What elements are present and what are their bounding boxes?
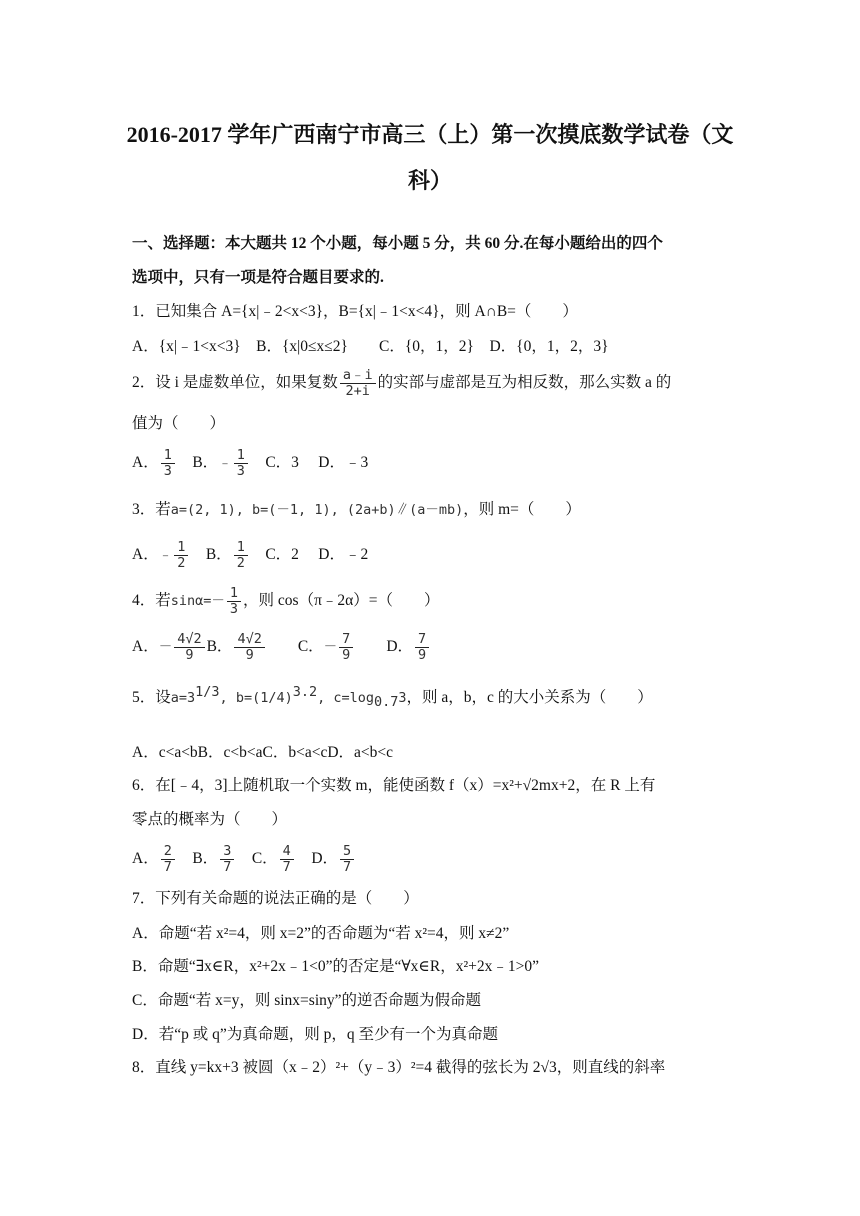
frac-num: 1 <box>234 448 248 464</box>
frac-den: 2 <box>177 554 186 571</box>
q5-c-arg: 3 <box>398 690 407 706</box>
frac-num: 1 <box>174 540 188 556</box>
q4-stem-pre: 4．若 <box>132 591 171 609</box>
q6-stem-line2: 零点的概率为（ ） <box>132 811 288 828</box>
q3-option-a-frac <box>174 540 188 571</box>
frac-num: 1 <box>227 586 241 602</box>
q3-stem-post: ，则 m=（ ） <box>463 501 581 518</box>
q5-b-exponent: 3.2 <box>292 684 318 700</box>
frac-den: 7 <box>163 858 172 875</box>
q5-stem: 5．设$a=3^{1/3}$, $b=(1/4)^{3.2}$, $c=\log_{0.7}3$，则 a，b，c 的大小关系为（ ） <box>132 684 653 710</box>
q4-option-a-label: A． <box>132 637 159 655</box>
q2-option-a-frac <box>161 448 175 479</box>
q2-stem <box>132 368 671 399</box>
q4-option-d-frac <box>415 632 429 663</box>
q3-vector-a: a=(2, 1), <box>170 502 253 518</box>
q1-options: A．{x|﹣1<x<3} B．{x|0≤x≤2} C．{0，1，2} D．{0，1，2，3} <box>132 338 609 355</box>
q8-stem: 8．直线 y=kx+3 被圆（x﹣2）²+（y﹣3）²=4 截得的弦长为 2√3，则直线的斜率 <box>132 1059 666 1076</box>
q6-stem-line1: 6．在[﹣4，3]上随机取一个实数 m，能使函数 f（x）=x²+√2mx+2，在 R 上有 <box>132 777 656 794</box>
frac-den: 9 <box>418 646 427 663</box>
q4-expression: sinα=－ <box>170 592 225 609</box>
section-heading-line2: 选项中，只有一项是符合题目要求的. <box>132 269 384 286</box>
q1-stem: 1．已知集合 A={x|﹣2<x<3}，B={x|﹣1<x<4}，则 A∩B=（ ） <box>132 303 578 320</box>
frac-den: 9 <box>185 646 194 663</box>
q6-options <box>132 844 356 875</box>
frac-num: 2 <box>161 844 175 860</box>
q5-b-expr: b=(1/4) <box>235 690 293 706</box>
q7-option-d: D．若“p 或 q”为真命题，则 p，q 至少有一个为真命题 <box>132 1026 498 1043</box>
q2-frac-den: 2+i <box>345 382 370 399</box>
q2-options <box>132 448 368 479</box>
minus-sign: ﹣ <box>158 546 173 563</box>
exam-title-line2: 科） <box>407 168 452 193</box>
frac-den: 9 <box>245 646 254 663</box>
section-heading-line1: 一、选择题：本大题共 12 个小题，每小题 5 分，共 60 分.在每小题给出的四个 <box>132 235 663 252</box>
frac-num: 4 <box>280 844 294 860</box>
frac-num: 1 <box>161 448 175 464</box>
q7-option-c: C．命题“若 x=y，则 sinx=siny”的逆否命题为假命题 <box>132 992 482 1009</box>
q4-option-d-label: D． <box>355 637 414 655</box>
q7-stem: 7．下列有关命题的说法正确的是（ ） <box>132 890 419 907</box>
q5-options: A．c<a<bB．c<b<aC．b<a<cD．a<b<c <box>132 744 394 761</box>
q2-stem-pre: 2．设 i 是虚数单位，如果复数 <box>132 373 338 391</box>
q4-option-b-label: B． <box>206 637 233 655</box>
q4-stem-post: ，则 cos（π﹣2α）=（ ） <box>243 591 440 609</box>
exam-title-line1: 2016-2017 学年广西南宁市高三（上）第一次摸底数学试卷（文 <box>126 122 734 147</box>
q4-option-c-label: C． <box>266 637 324 655</box>
q3-option-b-frac <box>234 540 248 571</box>
q2-frac-num: a﹣i <box>340 368 376 384</box>
q3-stem <box>132 502 581 518</box>
frac-num: 5 <box>340 844 354 860</box>
q4-option-b-frac <box>234 632 264 663</box>
minus-sign: － <box>323 638 338 655</box>
q3-option-b-label: B． <box>190 545 232 563</box>
q4-option-a-frac <box>174 632 204 663</box>
q2-stem-post: 的实部与虚部是互为相反数，那么实数 a 的 <box>377 373 672 391</box>
q5-c-expr: c=log <box>333 690 375 706</box>
frac-num: 4√2 <box>234 632 264 648</box>
q2-fraction <box>340 368 376 399</box>
frac-den: 2 <box>236 554 245 571</box>
q4-stem <box>132 586 440 617</box>
frac-num: 7 <box>339 632 353 648</box>
q5-stem-pre: 5．设 <box>132 689 171 706</box>
q5-stem-post: ，则 a，b，c 的大小关系为（ ） <box>406 689 653 706</box>
q2-stem-line2: 值为（ ） <box>132 415 226 432</box>
q4-fraction <box>227 586 241 617</box>
q5-c-base: 0.7 <box>374 694 399 710</box>
q6-option-a-label: A． <box>132 849 159 867</box>
frac-num: 7 <box>415 632 429 648</box>
q7-option-a: A．命题“若 x²=4，则 x=2”的否命题为“若 x²=4，则 x≠2” <box>132 925 510 942</box>
frac-den: 7 <box>282 858 291 875</box>
frac-num: 1 <box>234 540 248 556</box>
q2-options-rest: C．3 D．﹣3 <box>249 453 369 471</box>
q4-option-c-frac <box>339 632 353 663</box>
frac-den: 3 <box>163 462 172 479</box>
frac-den: 9 <box>342 646 351 663</box>
q6-option-c-frac <box>280 844 294 875</box>
q6-option-d-frac <box>340 844 354 875</box>
q3-stem-pre: 3．若 <box>132 501 171 518</box>
minus-sign: ﹣ <box>218 454 232 471</box>
q2-option-b-frac <box>234 448 248 479</box>
q3-option-a-label: A． <box>132 545 159 563</box>
q5-a-exponent: 1/3 <box>195 684 220 700</box>
minus-sign: － <box>158 638 173 655</box>
q6-option-a-frac <box>161 844 175 875</box>
frac-den: 7 <box>343 858 352 875</box>
frac-den: 7 <box>223 858 232 875</box>
q2-option-b-label: B． <box>176 453 219 471</box>
frac-num: 3 <box>220 844 234 860</box>
q5-a-expr: a=3 <box>170 690 196 706</box>
q6-option-c-label: C． <box>236 849 278 867</box>
q6-option-b-label: B． <box>176 849 219 867</box>
q6-option-d-label: D． <box>295 849 339 867</box>
frac-den: 3 <box>236 462 245 479</box>
frac-den: 3 <box>229 600 239 617</box>
q3-options <box>132 540 368 571</box>
q3-options-rest: C．2 D．﹣2 <box>249 545 369 563</box>
q2-option-a-label: A． <box>132 453 159 471</box>
q7-option-b: B．命题“∃x∈R，x²+2x﹣1<0”的否定是“∀x∈R，x²+2x﹣1>0” <box>132 958 540 975</box>
frac-num: 4√2 <box>174 632 204 648</box>
q6-option-b-frac <box>220 844 234 875</box>
q3-vector-condition: b=(－1, 1), (2a+b)∥(a－mb) <box>252 502 464 518</box>
q4-options <box>132 632 431 663</box>
